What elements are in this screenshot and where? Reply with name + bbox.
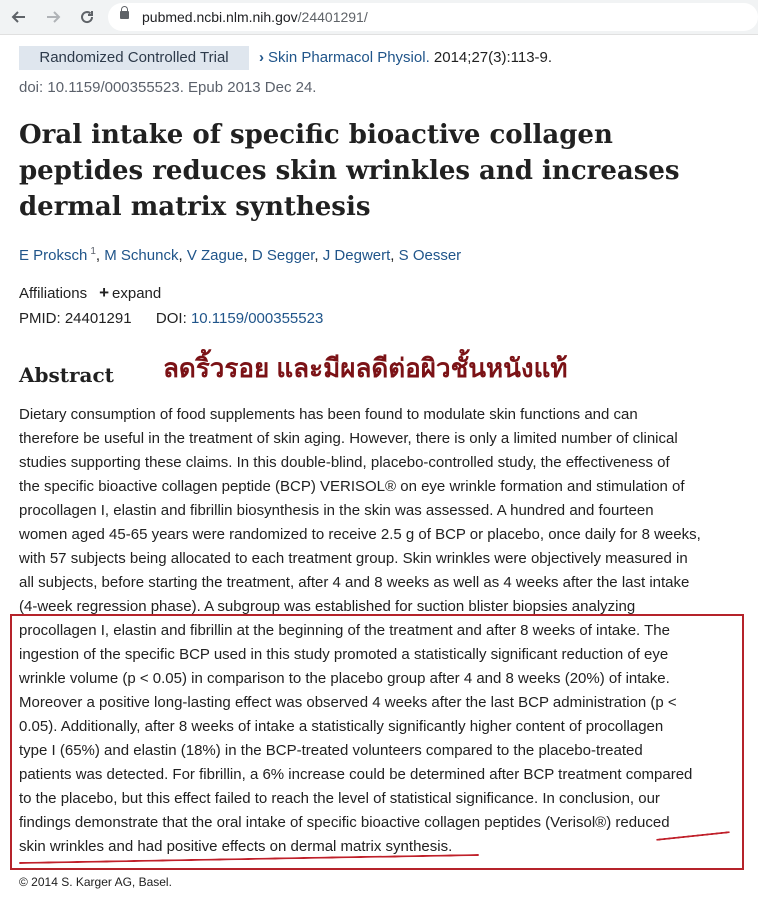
- abstract-line: procollagen I, elastin and fibrillin at the beginning of the treatment and after 8 weeks of intake. The: [19, 622, 670, 639]
- author-link[interactable]: V Zague: [186, 247, 244, 264]
- plus-icon[interactable]: +: [99, 283, 110, 302]
- abstract-line: (4-week regression phase). A subgroup was established for suction blister biopsies analyzing: [19, 598, 636, 615]
- doi-label: DOI:: [155, 310, 191, 327]
- abstract-line: wrinkle volume (p < 0.05) in comparison to the placebo group after 4 and 8 weeks (20%) of intake.: [19, 670, 670, 687]
- affiliation-marker[interactable]: 1: [90, 246, 96, 257]
- address-bar[interactable]: [108, 3, 758, 31]
- author-link[interactable]: D Segger: [251, 247, 315, 264]
- highlight-box: [10, 614, 744, 870]
- pmid-text: PMID: 24401291: [19, 310, 132, 327]
- citation-text: 2014;27(3):113-9.: [429, 49, 553, 66]
- copyright-text: © 2014 S. Karger AG, Basel.: [19, 875, 172, 889]
- abstract-heading: Abstract: [19, 363, 114, 387]
- affiliations-label: Affiliations: [19, 285, 88, 302]
- forward-icon[interactable]: [42, 6, 64, 28]
- doi-link[interactable]: 10.1159/000355523: [190, 310, 324, 327]
- abstract-line: skin wrinkles and had positive effects on dermal matrix synthesis.: [19, 838, 453, 855]
- journal-citation: [259, 49, 552, 66]
- abstract-line: studies supporting these claims. In this double-blind, placebo-controlled study, the effectiveness of: [19, 454, 670, 471]
- article-title: Oral intake of specific bioactive collagen peptides reduces skin wrinkles and increases dermal matrix synthesis: [19, 120, 680, 222]
- abstract-line: procollagen I, elastin and fibrillin biosynthesis in the skin was assessed. A hundred and fourteen: [19, 502, 654, 519]
- back-icon[interactable]: [8, 6, 30, 28]
- abstract-line: all subjects, before starting the treatment, after 4 and 8 weeks as well as 4 weeks after the last intake: [19, 574, 690, 591]
- chevron-right-icon: ›: [259, 49, 264, 66]
- url-text: pubmed.ncbi.nlm.nih.gov/24401291/: [142, 9, 368, 25]
- abstract-line: type I (65%) and elastin (18%) in the BCP-treated volunteers compared to the placebo-treated: [19, 742, 643, 759]
- abstract-line: patients was detected. For fibrillin, a 6% increase could be determined after BCP treatment compared: [19, 766, 693, 783]
- abstract-line: findings demonstrate that the oral intake of specific bioactive collagen peptides (Verisol®) reduced: [19, 814, 670, 831]
- author-link[interactable]: M Schunck: [104, 247, 179, 264]
- author-link[interactable]: S Oesser: [398, 247, 462, 264]
- author-list: E Proksch $^1$, M Schunck, V Zague, D Segger, J Degwert, S Oesser: [19, 246, 462, 264]
- publication-type-badge: Randomized Controlled Trial: [19, 46, 249, 70]
- abstract-line: therefore be useful in the treatment of skin aging. However, there is only a limited number of clinical: [19, 430, 678, 447]
- overlay-caption: ลดริ้วรอย และมีผลดีต่อผิวชั้นหนังแท้: [163, 353, 568, 383]
- reload-icon[interactable]: [76, 6, 98, 28]
- abstract-line: to the placebo, but this effect failed to reach the level of statistical significance. In conclusion, our: [19, 790, 660, 807]
- identifiers-row: [19, 310, 323, 327]
- abstract-line: ingestion of the specific BCP used in this study promoted a statistically significant reduction of eye: [19, 646, 669, 663]
- abstract-line: women aged 45-65 years were randomized to receive 2.5 g of BCP or placebo, once daily for 8 weeks,: [19, 526, 701, 543]
- browser-toolbar: [0, 0, 758, 35]
- affiliations-row: [19, 283, 161, 303]
- abstract-line: 0.05). Additionally, after 8 weeks of intake a statistically significantly higher content of procollagen: [19, 718, 664, 735]
- doi-epub-line: doi: 10.1159/000355523. Epub 2013 Dec 24.: [19, 79, 317, 96]
- lock-icon: [120, 11, 129, 19]
- abstract-line: the specific bioactive collagen peptide (BCP) VERISOL® on eye wrinkle formation and stimulation of: [19, 478, 685, 495]
- journal-link[interactable]: Skin Pharmacol Physiol.: [268, 49, 430, 66]
- abstract-line: with 57 subjects being allocated to each treatment group. Skin wrinkles were objectively measured in: [19, 550, 688, 567]
- author-link[interactable]: J Degwert: [322, 247, 391, 264]
- expand-button[interactable]: expand: [112, 285, 162, 302]
- abstract-line: Dietary consumption of food supplements has been found to modulate skin functions and can: [19, 406, 638, 423]
- author-link[interactable]: E Proksch: [19, 247, 88, 264]
- abstract-line: Moreover a positive long-lasting effect was observed 4 weeks after the last BCP administration (p <: [19, 694, 677, 711]
